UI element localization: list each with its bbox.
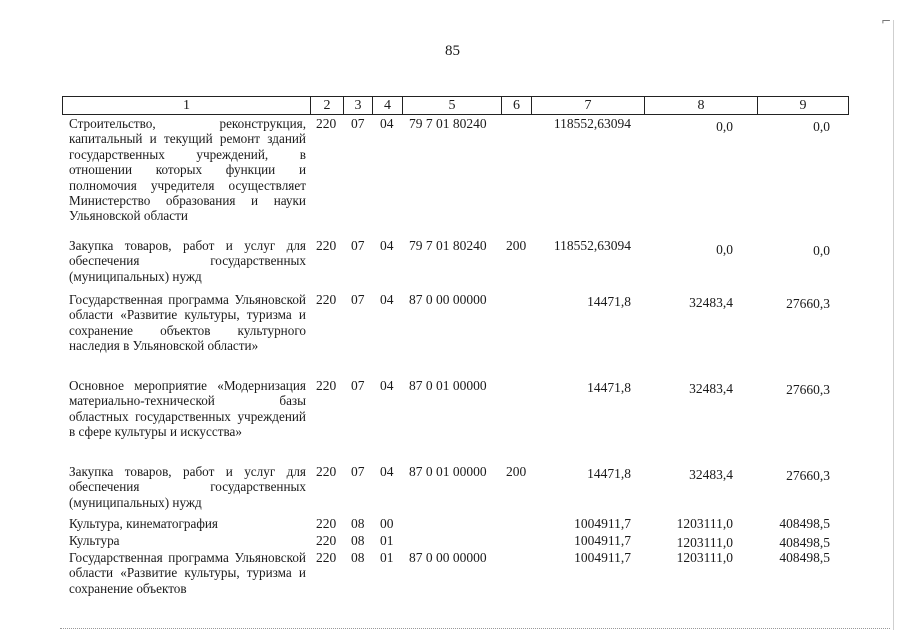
row-col-7: 14471,8 — [587, 294, 631, 309]
row-col-4: 04 — [380, 116, 394, 131]
scan-frame-edge — [893, 20, 894, 630]
row-col-2: 220 — [316, 116, 337, 131]
header-col-4: 4 — [372, 96, 403, 115]
row-col-4: 04 — [380, 464, 394, 479]
row-col-8: 1203111,0 — [676, 516, 733, 531]
row-col-3: 07 — [351, 464, 365, 479]
row-col-4: 04 — [380, 238, 394, 253]
row-col-2: 220 — [316, 464, 337, 479]
row-col-2: 220 — [316, 516, 337, 531]
row-col-4: 01 — [380, 550, 394, 565]
table-header-row — [62, 96, 848, 115]
row-col-4: 01 — [380, 533, 394, 548]
header-col-2: 2 — [310, 96, 344, 115]
page-number: 85 — [445, 43, 460, 59]
row-col-8: 32483,4 — [689, 295, 733, 310]
row-col-7: 1004911,7 — [574, 516, 631, 531]
header-col-3: 3 — [343, 96, 373, 115]
row-col-8: 32483,4 — [689, 381, 733, 396]
row-col-5: 87 0 00 00000 — [409, 550, 487, 565]
row-col-3: 07 — [351, 238, 365, 253]
row-col-4: 04 — [380, 378, 394, 393]
row-col-5: 87 0 01 00000 — [409, 378, 487, 393]
row-description: Государственная программа Ульяновской области «Развитие культуры, туризма и сохранение объектов культурного наследия в Ульяновской области» — [69, 292, 306, 354]
row-col-4: 04 — [380, 292, 394, 307]
row-description: Закупка товаров, работ и услуг для обеспечения государственных (муниципальных) нужд — [69, 238, 306, 284]
row-description: Строительство, реконструкция, капитальный и текущий ремонт зданий государственных учреждений, в отношении которых функции и полномочия учредителя осуществляет Министерство образования и науки Ульяновской области — [69, 116, 306, 224]
header-col-7: 7 — [531, 96, 645, 115]
header-col-6: 6 — [501, 96, 532, 115]
row-col-8: 1203111,0 — [676, 535, 733, 550]
header-col-8: 8 — [644, 96, 758, 115]
scan-corner-mark: ⌐ — [881, 14, 892, 28]
row-col-8: 1203111,0 — [676, 550, 733, 565]
row-col-5: 87 0 01 00000 — [409, 464, 487, 479]
row-description: Закупка товаров, работ и услуг для обеспечения государственных (муниципальных) нужд — [69, 464, 306, 510]
row-col-6: 200 — [506, 238, 527, 253]
row-col-5: 79 7 01 80240 — [409, 116, 487, 131]
row-col-2: 220 — [316, 292, 337, 307]
row-col-8: 0,0 — [716, 119, 733, 134]
row-col-9: 408498,5 — [779, 550, 830, 565]
scan-bottom-edge — [60, 628, 890, 631]
row-col-9: 27660,3 — [786, 382, 830, 397]
row-col-7: 118552,63094 — [553, 238, 631, 253]
row-col-9: 408498,5 — [779, 516, 830, 531]
row-col-3: 07 — [351, 378, 365, 393]
row-col-7: 118552,63094 — [553, 116, 631, 131]
row-col-9: 0,0 — [813, 119, 830, 134]
row-col-7: 1004911,7 — [574, 550, 631, 565]
row-col-2: 220 — [316, 533, 337, 548]
row-col-3: 08 — [351, 533, 365, 548]
header-col-9: 9 — [757, 96, 849, 115]
row-col-9: 408498,5 — [779, 535, 830, 550]
header-col-1: 1 — [62, 96, 311, 115]
row-col-2: 220 — [316, 550, 337, 565]
row-col-2: 220 — [316, 378, 337, 393]
row-col-9: 27660,3 — [786, 468, 830, 483]
header-col-5: 5 — [402, 96, 502, 115]
row-col-8: 0,0 — [716, 242, 733, 257]
row-col-5: 79 7 01 80240 — [409, 238, 487, 253]
row-col-8: 32483,4 — [689, 467, 733, 482]
row-col-3: 07 — [351, 116, 365, 131]
row-col-2: 220 — [316, 238, 337, 253]
row-col-7: 14471,8 — [587, 466, 631, 481]
row-col-3: 07 — [351, 292, 365, 307]
row-description: Культура — [69, 533, 120, 548]
row-col-9: 27660,3 — [786, 296, 830, 311]
row-col-3: 08 — [351, 516, 365, 531]
row-col-7: 14471,8 — [587, 380, 631, 395]
row-col-6: 200 — [506, 464, 527, 479]
row-col-9: 0,0 — [813, 243, 830, 258]
row-col-3: 08 — [351, 550, 365, 565]
row-description: Основное мероприятие «Модернизация материально-технической базы областных государственных учреждений в сфере культуры и искусства» — [69, 378, 306, 440]
row-col-5: 87 0 00 00000 — [409, 292, 487, 307]
row-col-7: 1004911,7 — [574, 533, 631, 548]
row-col-4: 00 — [380, 516, 394, 531]
row-description: Культура, кинематография — [69, 516, 218, 531]
row-description: Государственная программа Ульяновской области «Развитие культуры, туризма и сохранение объектов — [69, 550, 306, 596]
